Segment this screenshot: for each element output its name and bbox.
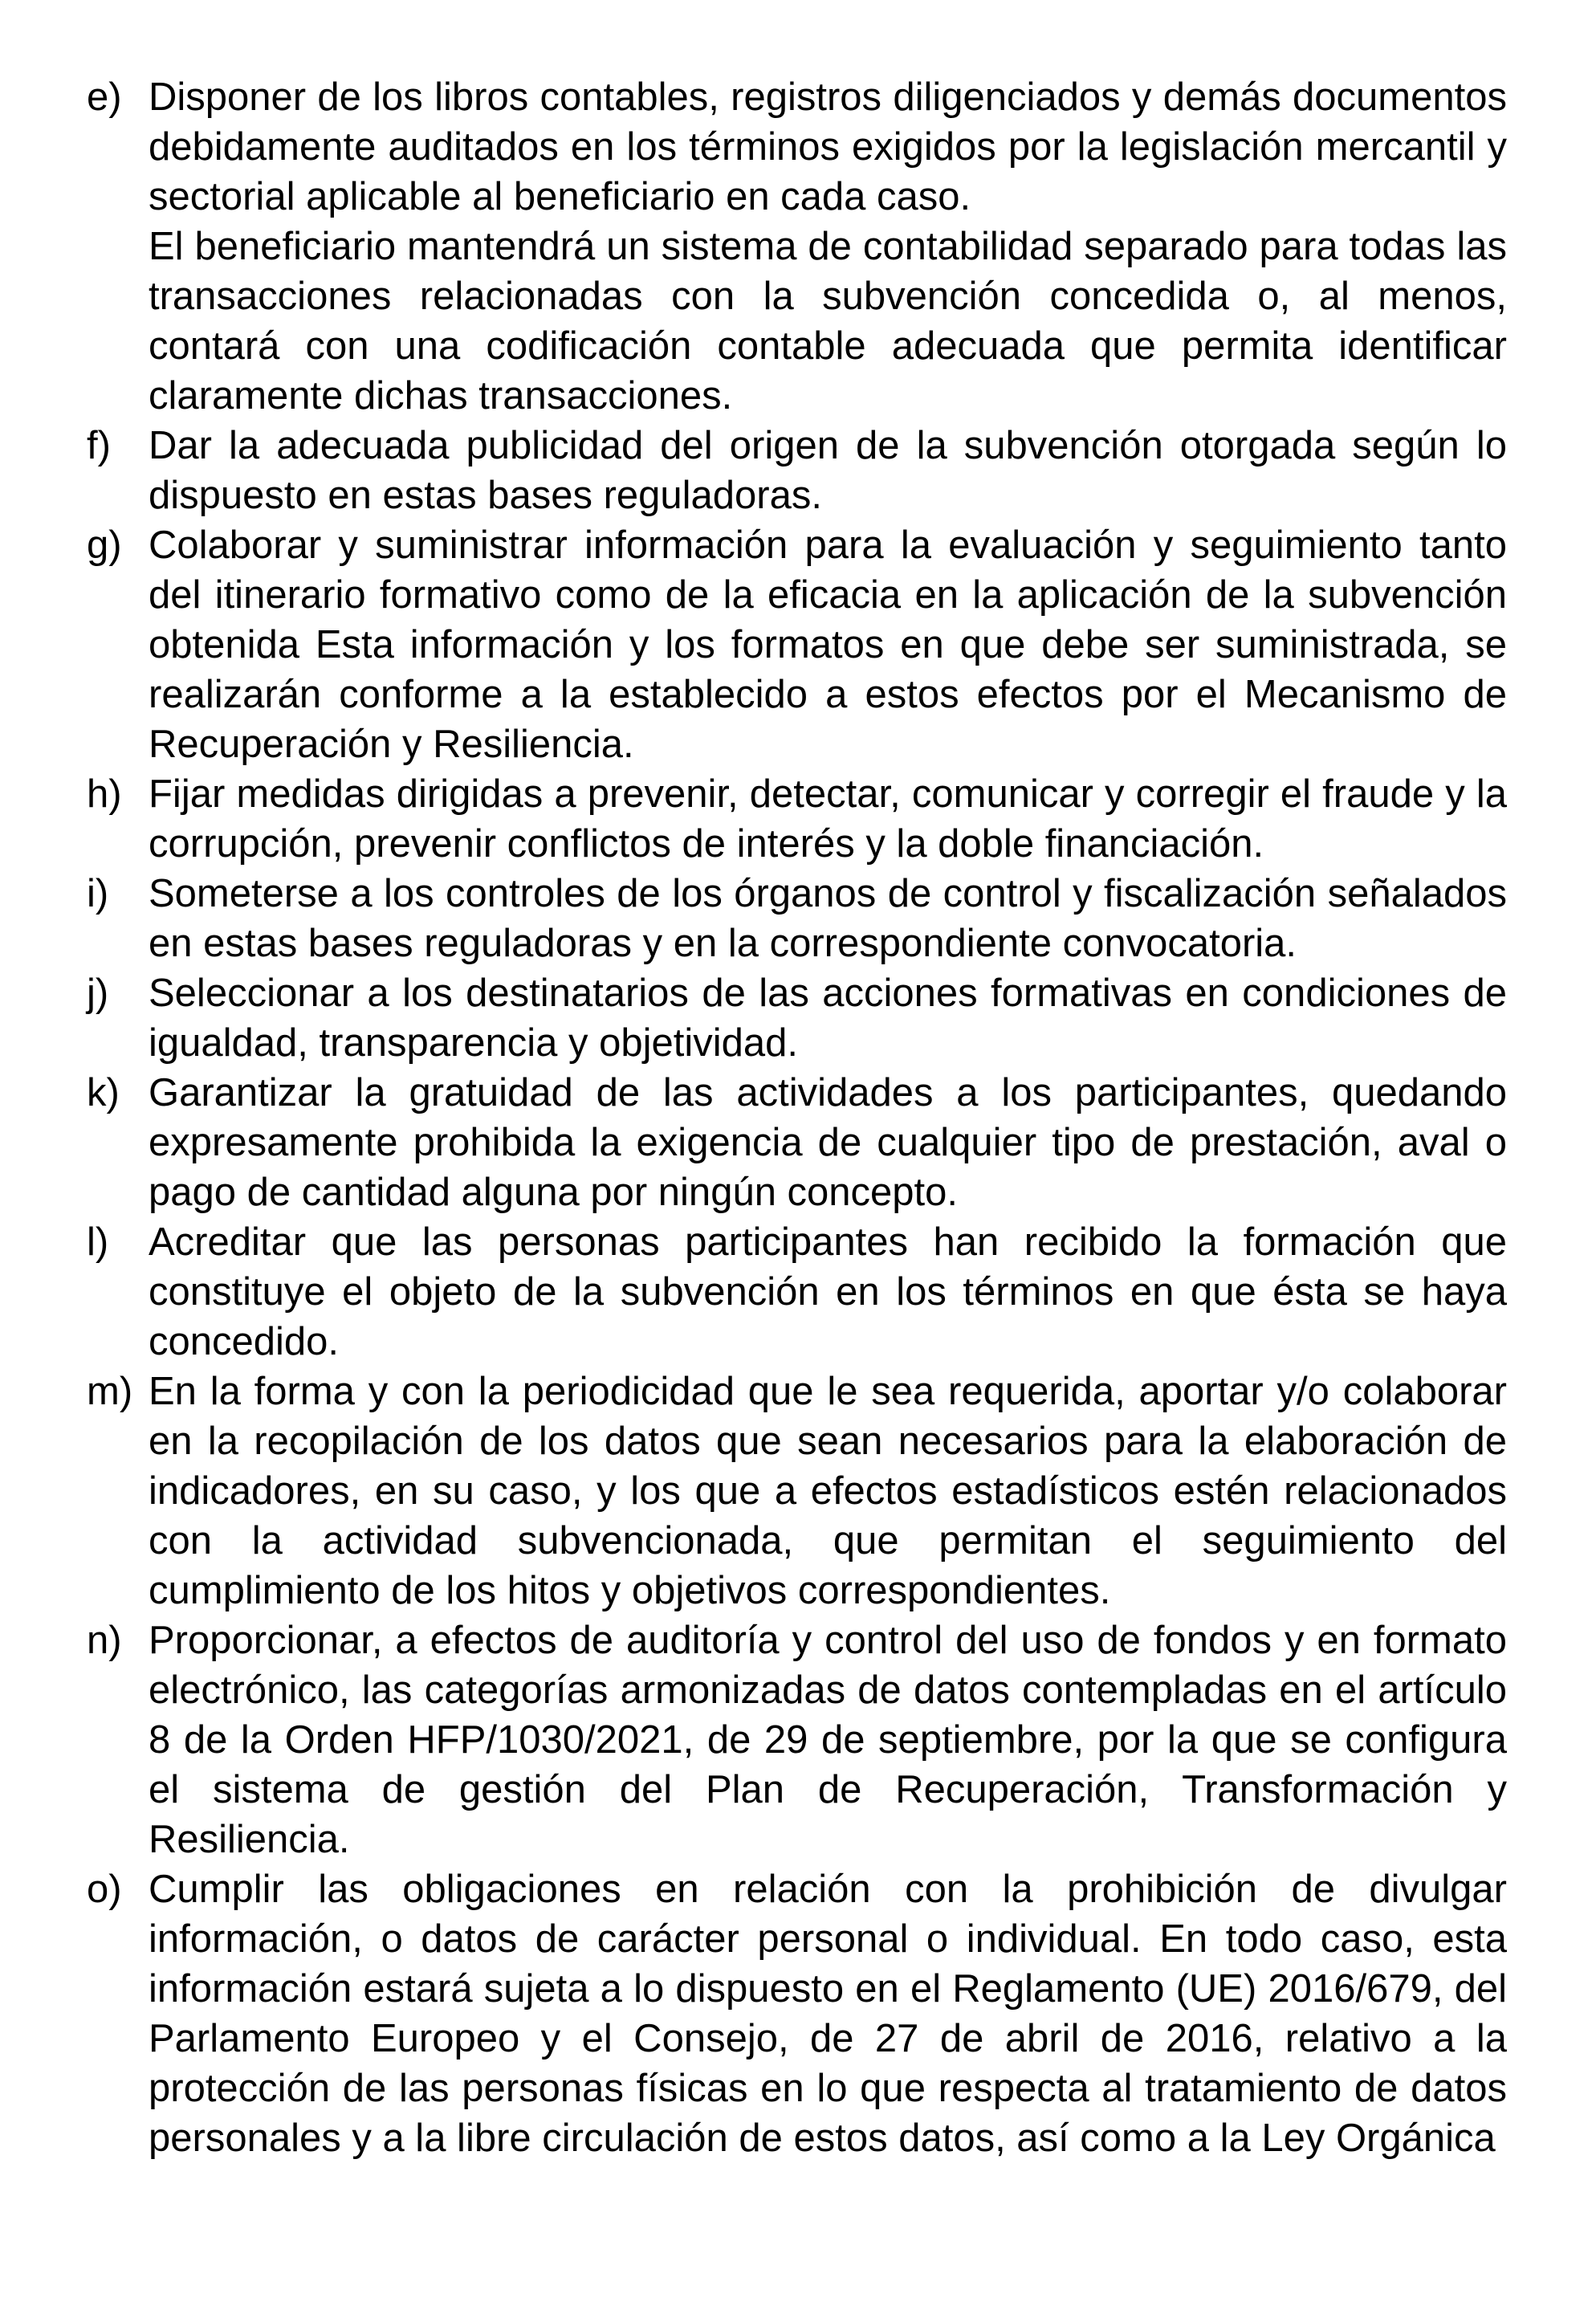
item-letter: g) xyxy=(87,524,122,567)
item-letter: k) xyxy=(87,1071,120,1114)
item-letter: j) xyxy=(87,972,109,1015)
obligations-list xyxy=(87,72,1507,2163)
item-letter: n) xyxy=(87,1619,122,1662)
item-letter: i) xyxy=(87,872,109,915)
list-item xyxy=(87,72,1507,421)
item-paragraphs xyxy=(149,1615,1507,1864)
item-letter: e) xyxy=(87,75,122,119)
item-paragraphs xyxy=(149,769,1507,869)
list-item xyxy=(87,1367,1507,1615)
item-paragraph: El beneficiario mantendrá un sistema de contabilidad separado para todas las transacciones relacionadas con la subvención concedida o, al menos, contará con una codificación contable adecuada que permita identificar claramente dichas transacciones. xyxy=(149,225,1507,418)
item-paragraph: Fijar medidas dirigidas a prevenir, detectar, comunicar y corregir el fraude y la corrupción, prevenir conflictos de interés y la doble financiación. xyxy=(149,772,1507,866)
list-item xyxy=(87,520,1507,769)
item-letter: f) xyxy=(87,424,111,467)
item-paragraph: Cumplir las obligaciones en relación con la prohibición de divulgar información, o datos de carácter personal o individual. En todo caso, esta información estará sujeta a lo dispuesto en el Reglamento (UE) 2016/679, del Parlamento Europeo y el Consejo, de 27 de abril de 2016, relativo a la protección de las personas físicas en lo que respecta al tratamiento de datos personales y a la libre circulación de estos datos, así como a la Ley Orgánica xyxy=(149,1868,1507,2160)
item-paragraphs xyxy=(149,869,1507,968)
list-item xyxy=(87,1615,1507,1864)
item-paragraphs xyxy=(149,1217,1507,1367)
item-paragraphs xyxy=(149,968,1507,1068)
item-paragraph: Colaborar y suministrar información para la evaluación y seguimiento tanto del itinerario formativo como de la eficacia en la aplicación de la subvención obtenida Esta información y los formatos en que debe ser suministrada, se realizarán conforme a la establecido a estos efectos por el Mecanismo de Recuperación y Resiliencia. xyxy=(149,524,1507,766)
list-item xyxy=(87,1068,1507,1217)
list-item xyxy=(87,1864,1507,2163)
item-letter: l) xyxy=(87,1220,109,1264)
item-paragraph: En la forma y con la periodicidad que le sea requerida, aportar y/o colaborar en la recopilación de los datos que sean necesarios para la elaboración de indicadores, en su caso, y los que a efectos estadísticos estén relacionados con la actividad subvencionada, que permitan el seguimiento del cumplimiento de los hitos y objetivos correspondientes. xyxy=(149,1370,1507,1612)
list-item xyxy=(87,869,1507,968)
item-paragraphs xyxy=(149,520,1507,769)
item-letter: h) xyxy=(87,772,122,816)
list-item xyxy=(87,421,1507,520)
item-paragraphs xyxy=(149,1864,1507,2163)
item-paragraph: Dar la adecuada publicidad del origen de la subvención otorgada según lo dispuesto en estas bases reguladoras. xyxy=(149,424,1507,517)
item-paragraph: Proporcionar, a efectos de auditoría y control del uso de fondos y en formato electrónico, las categorías armonizadas de datos contempladas en el artículo 8 de la Orden HFP/1030/2021, de 29 de septiembre, por la que se configura el sistema de gestión del Plan de Recuperación, Transformación y Resiliencia. xyxy=(149,1619,1507,1861)
item-paragraphs xyxy=(149,1367,1507,1615)
item-paragraph: Disponer de los libros contables, registros diligenciados y demás documentos debidamente auditados en los términos exigidos por la legislación mercantil y sectorial aplicable al beneficiario en cada caso. xyxy=(149,75,1507,218)
item-paragraphs xyxy=(149,421,1507,520)
item-paragraph: Acreditar que las personas participantes han recibido la formación que constituye el objeto de la subvención en los términos en que ésta se haya concedido. xyxy=(149,1220,1507,1363)
item-paragraphs xyxy=(149,72,1507,421)
item-paragraph: Seleccionar a los destinatarios de las acciones formativas en condiciones de igualdad, transparencia y objetividad. xyxy=(149,972,1507,1065)
list-item xyxy=(87,968,1507,1068)
item-letter: o) xyxy=(87,1868,122,1911)
item-paragraph: Someterse a los controles de los órganos de control y fiscalización señalados en estas bases reguladoras y en la correspondiente convocatoria. xyxy=(149,872,1507,965)
list-item xyxy=(87,1217,1507,1367)
item-paragraphs xyxy=(149,1068,1507,1217)
item-letter: m) xyxy=(87,1370,133,1413)
item-paragraph: Garantizar la gratuidad de las actividades a los participantes, quedando expresamente prohibida la exigencia de cualquier tipo de prestación, aval o pago de cantidad alguna por ningún concepto. xyxy=(149,1071,1507,1214)
list-item xyxy=(87,769,1507,869)
